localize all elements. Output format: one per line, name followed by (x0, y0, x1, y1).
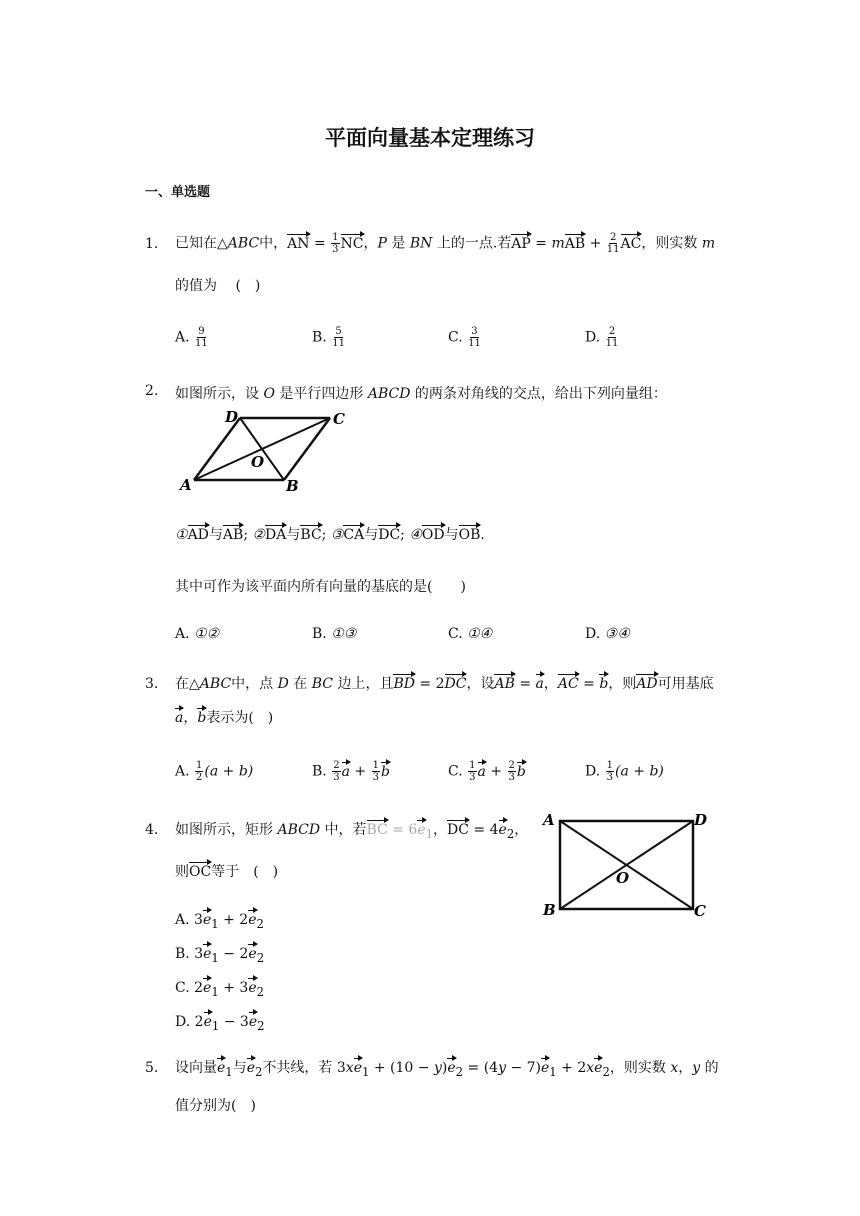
fraction: $\frac{1}{3}$ (332, 232, 339, 255)
option-b[interactable]: B. $\frac{2}{3}$ a + $\frac{1}{3}$ b (312, 760, 390, 783)
vector-groups: ①AD与AB; ②DA与BC; ③CA与DC; ④OD与OB. (175, 524, 485, 544)
question-3-line-2: a，b表示为( ) (175, 707, 273, 727)
question-1-line-2: 的值为 ( ) (175, 278, 261, 294)
option-a[interactable]: A. ①② (175, 626, 220, 642)
page-title: 平面向量基本定理练习 (325, 126, 535, 150)
question-2-line-1: 如图所示，设 O 是平行四边形 ABCD 的两条对角线的交点，给出下列向量组： (175, 386, 667, 402)
option-a[interactable]: A. $3e_1 + 2e_2$ (175, 909, 264, 931)
vector-ab: AB (565, 233, 585, 252)
option-a[interactable]: A. $\frac{1}{2}$ (a + b) (175, 760, 254, 783)
question-number: 3. (145, 676, 159, 692)
question-5-line-2: 值分别为( ) (175, 1098, 256, 1114)
center-label-o: O (616, 869, 630, 887)
question-number: 1. (145, 236, 159, 252)
vertex-label-a: A (543, 811, 555, 829)
vector-nc: NC (341, 233, 364, 252)
center-label-o: O (251, 453, 265, 471)
question-1-line-1: 已知在△ABC中，AN = $\frac{1}{3}$ NC，P 是 BN 上的一点.若AP = mAB + $\frac{2}{11}$ AC，则实数 m (175, 232, 716, 255)
option-a[interactable]: A. $\frac{9}{11}$ (175, 326, 208, 349)
question-5-line-1: 设向量$e_1$与$e_2$不共线，若 $3xe_1 + (10 - y)e_2 = (4y - 7)e_1 + 2xe_2$，则实数 x，y 的 (175, 1057, 719, 1079)
question-4-line-1: 如图所示，矩形 ABCD 中，若BC = $6e_1$，DC = $4e_2$， (175, 819, 528, 841)
vertex-label-a: A (180, 476, 192, 494)
vector-an: AN (287, 233, 309, 252)
question-2-line-3: 其中可作为该平面内所有向量的基底的是( ) (175, 579, 466, 595)
option-c[interactable]: C. $2e_1 + 3e_2$ (175, 977, 264, 999)
rectangle-figure (540, 806, 720, 922)
vertex-label-d: D (694, 811, 708, 829)
section-heading: 一、单选题 (145, 185, 211, 200)
option-d[interactable]: D. $2e_1 - 3e_2$ (175, 1011, 265, 1033)
vertex-label-c: C (694, 902, 706, 920)
option-c[interactable]: C. $\frac{1}{3}$ a + $\frac{2}{3}$ b (448, 760, 526, 783)
option-b[interactable]: B. ①③ (312, 626, 357, 642)
question-number: 5. (145, 1060, 159, 1076)
vertex-label-d: D (225, 408, 239, 426)
option-d[interactable]: D. $\frac{2}{11}$ (585, 326, 619, 349)
parallelogram-figure (172, 404, 362, 496)
question-3-line-1: 在△ABC中，点 D 在 BC 边上，且BD = 2DC，设AB = a，AC = b，则AD可用基底 (175, 673, 714, 693)
vertex-label-c: C (333, 410, 345, 428)
option-b[interactable]: B. $\frac{5}{11}$ (312, 326, 345, 349)
option-d[interactable]: D. ③④ (585, 626, 630, 642)
question-number: 4. (145, 822, 159, 838)
question-number: 2. (145, 383, 159, 399)
option-d[interactable]: D. $\frac{1}{3}$ (a + b) (585, 760, 664, 783)
option-b[interactable]: B. $3e_1 - 2e_2$ (175, 943, 264, 965)
option-c[interactable]: C. $\frac{3}{11}$ (448, 326, 481, 349)
option-c[interactable]: C. ①④ (448, 626, 493, 642)
vector-ap: AP (511, 233, 531, 252)
question-4-line-2: 则OC等于 ( ) (175, 861, 278, 881)
vector-ac: AC (621, 233, 642, 252)
fraction: $\frac{2}{11}$ (606, 232, 620, 255)
vertex-label-b: B (543, 901, 556, 919)
vertex-label-b: B (286, 477, 299, 495)
